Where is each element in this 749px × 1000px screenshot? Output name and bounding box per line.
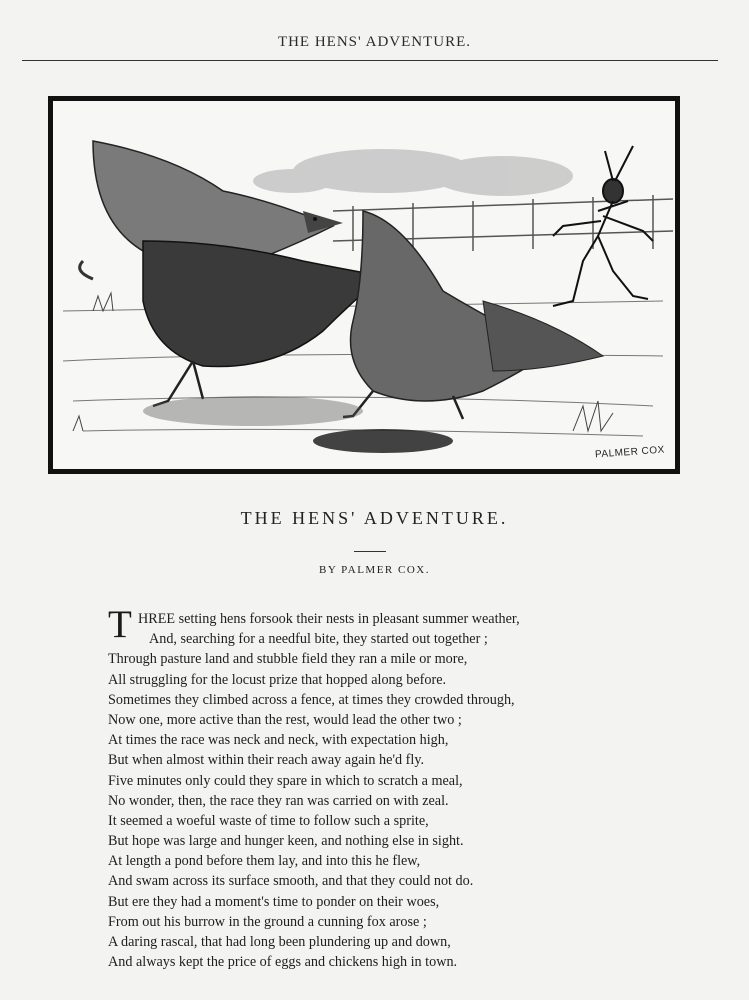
hens-chasing-locust-illustration bbox=[53, 101, 675, 469]
illustration-frame bbox=[48, 96, 680, 474]
poem-line: All struggling for the locust prize that hopped along before. bbox=[108, 671, 447, 688]
poem-line-1-text: HREE setting hens forsook their nests in pleasant summer weather, bbox=[138, 611, 520, 627]
title-divider bbox=[354, 551, 386, 552]
poem-line: And, searching for a needful bite, they started out together ; bbox=[149, 631, 488, 648]
poem-line: But hope was large and hunger keen, and nothing else in sight. bbox=[108, 833, 464, 850]
poem-line: And always kept the price of eggs and chickens high in town. bbox=[108, 954, 458, 971]
header-rule bbox=[22, 60, 718, 61]
poem-line: A daring rascal, that had long been plundering up and down, bbox=[108, 934, 451, 950]
story-title: THE HENS' ADVENTURE. bbox=[240, 508, 509, 528]
poem-line: No wonder, then, the race they ran was carried on with zeal. bbox=[108, 792, 449, 809]
running-head: THE HENS' ADVENTURE. bbox=[277, 34, 472, 50]
poem-body bbox=[108, 603, 628, 972]
poem-line: Sometimes they climbed across a fence, at times they crowded through, bbox=[108, 691, 515, 708]
poem-line: Through pasture land and stubble field they ran a mile or more, bbox=[108, 651, 468, 668]
poem-line: It seemed a woeful waste of time to follow such a sprite, bbox=[108, 812, 429, 829]
poem-line: But when almost within their reach away again he'd fly. bbox=[108, 752, 425, 769]
byline: BY PALMER COX. bbox=[319, 564, 430, 576]
poem-line: At length a pond before them lay, and into this he flew, bbox=[108, 853, 421, 870]
artist-signature: PALMER COX bbox=[594, 444, 666, 461]
poem-line: At times the race was neck and neck, with expectation high, bbox=[108, 732, 449, 749]
poem-line: Five minutes only could they spare in which to scratch a meal, bbox=[108, 772, 463, 789]
poem-line: But ere they had a moment's time to ponder on their woes, bbox=[108, 893, 440, 910]
poem-line: And swam across its surface smooth, and that they could not do. bbox=[108, 873, 474, 890]
poem-line: From out his burrow in the ground a cunning fox arose ; bbox=[108, 913, 427, 930]
poem-line: Now one, more active than the rest, would lead the other two ; bbox=[108, 711, 462, 728]
drop-cap: T bbox=[108, 603, 132, 646]
